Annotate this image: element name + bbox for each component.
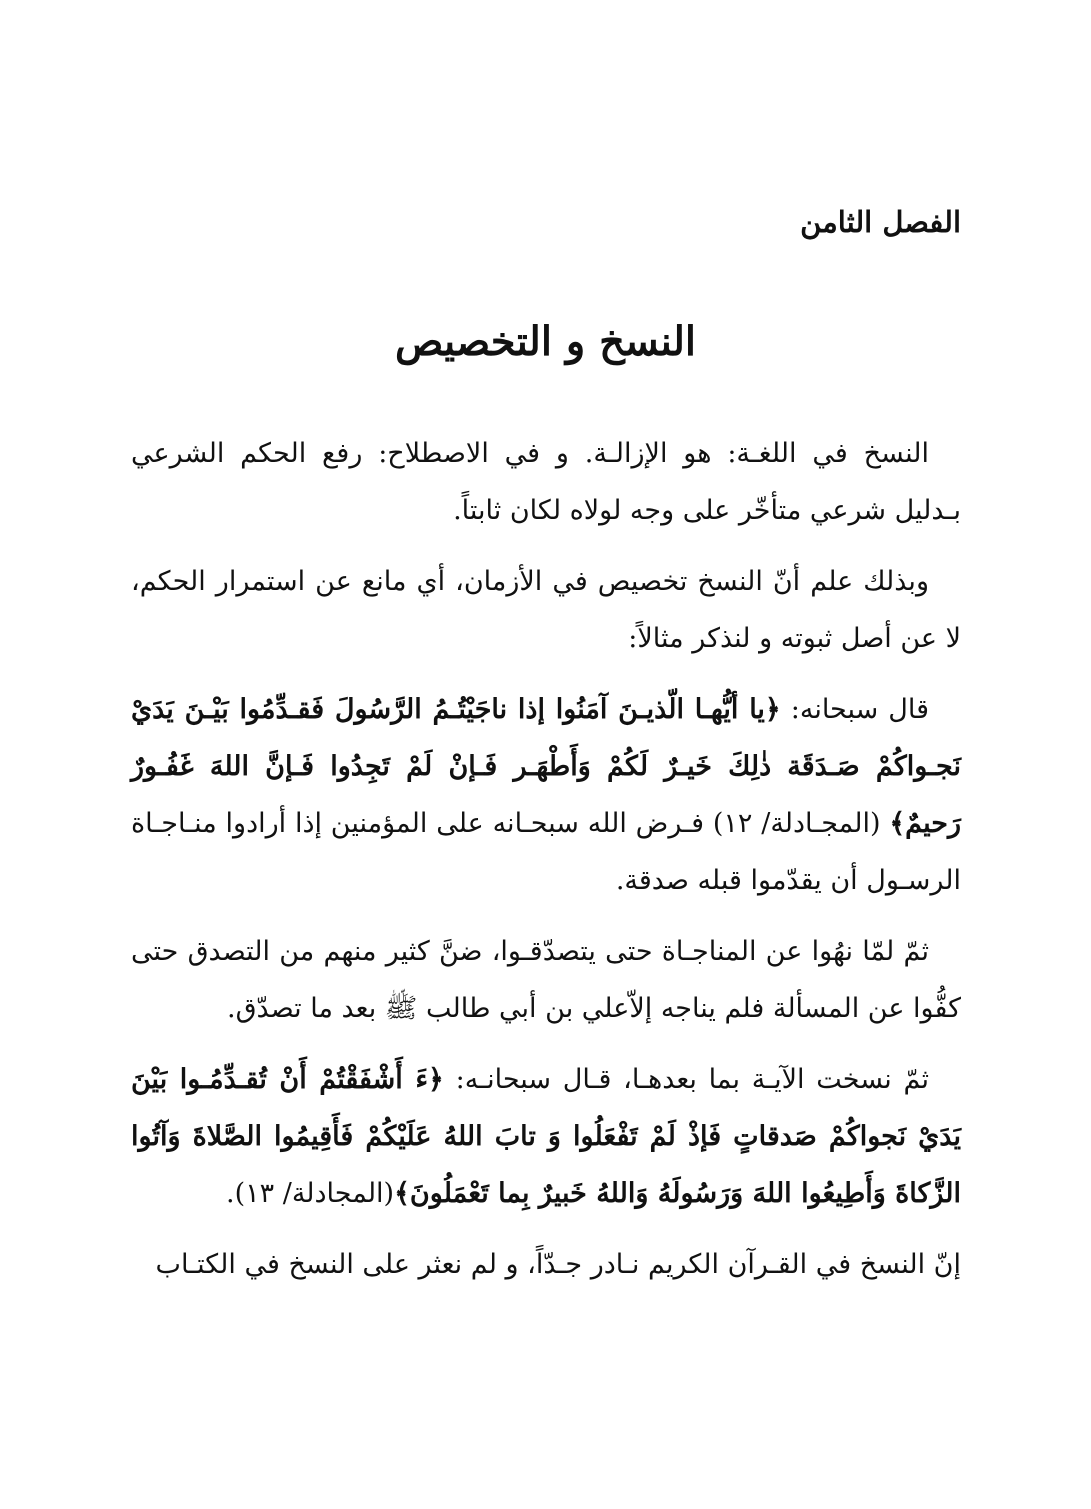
paragraph-example-intro: قال سبحانه: xyxy=(780,694,929,725)
paragraph-abrogation-after: (المجادلة/ ١٣). xyxy=(226,1178,395,1209)
paragraph-abrogation-intro: ثمّ نسخت الآيـة بما بعدهـا، قـال سبحانـه: xyxy=(443,1064,930,1095)
paragraph-rarity: إنّ النسخ في القـرآن الكريم نـادر جـدّاً، و لم نعثر على النسخ في الكتـاب xyxy=(155,1249,961,1280)
paragraph-abrogation xyxy=(131,1051,961,1222)
paragraph-example-after: (المجـادلة/ ١٢) فـرض الله سبحـانه على المؤمنين إذا أرادوا منـاجـاة الرسـول أن يقدّموا قبله صدقة. xyxy=(131,808,961,896)
quran-verse-12: ﴿يا أيُّهـا الّذيـنَ آمَنُوا إذا ناجَيْتُـمُ الرَّسُولَ فَقـدِّمُوا بَيْـنَ يَدَيْ نَجـواكُمْ صَـدَقَة ذٰلِكَ خَيـرٌ لَكُمْ وَأَطْهَـر فَـإنْ لَمْ تَجِدُوا فَـإنَّ اللهَ غَفُـورٌ رَحيمٌ﴾ xyxy=(131,694,961,839)
paragraph-example xyxy=(131,681,961,909)
chapter-label: الفصل الثامن xyxy=(800,205,961,239)
section-title: النسخ و التخصيص xyxy=(395,318,696,365)
quran-verse-13: ﴿ءَ أَشْفَقْتُمْ أَنْ تُقـدِّمُـوا بَيْنَ يَدَيْ نَجواكُمْ صَدقاتٍ فَإذْ لَمْ تَفْعَلُوا وَ تابَ اللهُ عَلَيْكُمْ فَأَقِيمُوا الصَّلاةَ وَآتُوا الزَّكاةَ وَأَطِيعُوا اللهَ وَرَسُولَهُ وَاللهُ خَبيرٌ بِما تَعْمَلُونَ﴾ xyxy=(131,1064,961,1209)
paragraph-explanation: وبذلك علم أنّ النسخ تخصيص في الأزمان، أي مانع عن استمرار الحكم، لا عن أصل ثبوته و لنذكر مثالاً: xyxy=(131,566,961,654)
paragraph-aftermath: ثمّ لمّا نهُوا عن المناجـاة حتى يتصدّقـوا، ضنَّ كثير منهم من التصدق حتى كفُّوا عن المسألة فلم يناجه إلاّعلي بن أبي طالب ﷺ بعد ما تصدّق. xyxy=(131,936,961,1024)
paragraph-definition: النسخ في اللغـة: هو الإزالـة. و في الاصطلاح: رفع الحكم الشرعي بـدليل شرعي متأخّر على وجه لولاه لكان ثابتاً. xyxy=(131,438,961,526)
body-text xyxy=(131,425,961,1307)
